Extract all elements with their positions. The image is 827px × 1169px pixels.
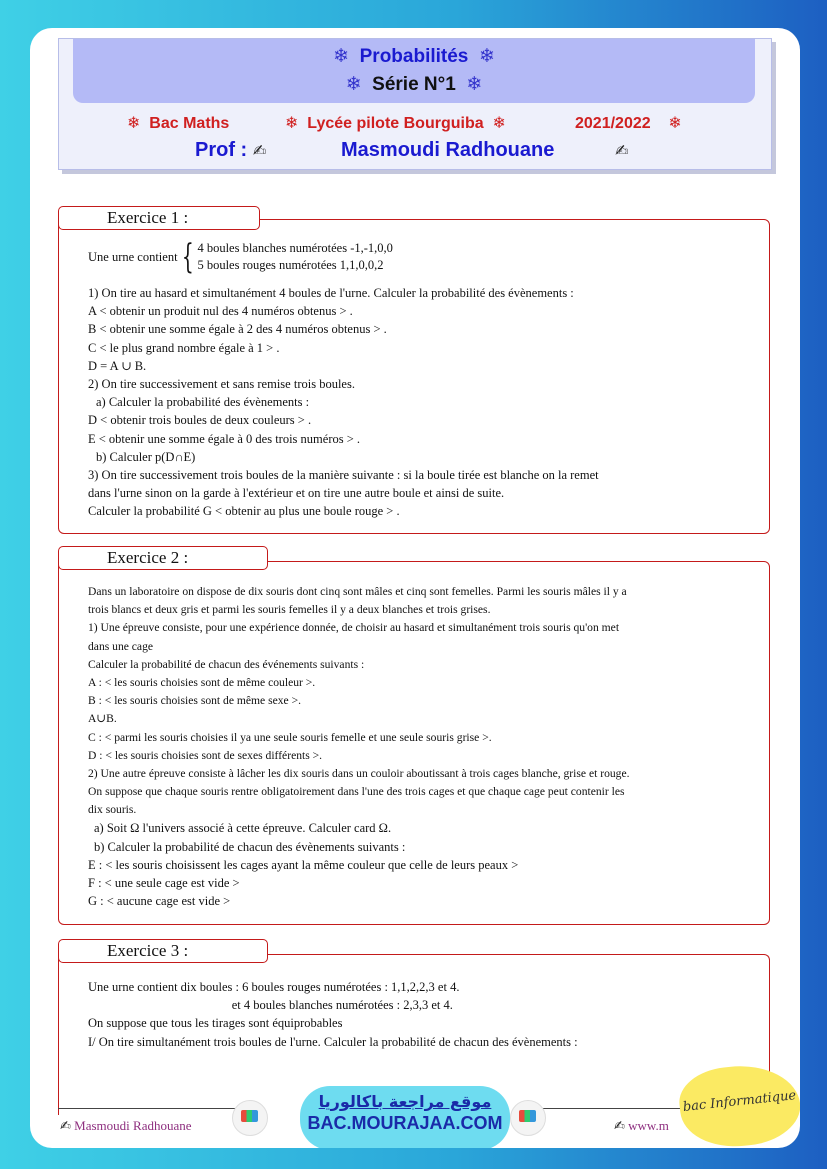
urn-red-balls: 5 boules rouges numérotées 1,1,0,0,2 <box>197 258 384 272</box>
snowflake-icon: ❄ <box>285 113 299 132</box>
ex2-line: 2) Une autre épreuve consiste à lâcher les dix souris dans un couloir aboutissant à trois cages blanche, grise et rouge. <box>88 766 630 780</box>
prof-pen-row <box>615 139 628 162</box>
ex3-line: et 4 boules blanches numérotées : 2,3,3 et 4. <box>88 998 453 1013</box>
ex2-line: A∪B. <box>88 712 117 726</box>
book-logo-icon <box>510 1100 546 1136</box>
ex2-line: B : < les souris choisies sont de même sexe >. <box>88 694 302 708</box>
bac-informatique-label: bac Informatique <box>682 1088 797 1115</box>
prof-name: Masmoudi Radhouane <box>341 139 555 161</box>
ex1-line: C < le plus grand nombre égale à 1 > . <box>88 340 280 355</box>
urn-lines <box>197 240 392 274</box>
ex2-line: F : < une seule cage est vide > <box>88 876 240 890</box>
year-info <box>575 113 682 133</box>
ex2-line: G : < aucune cage est vide > <box>88 894 231 909</box>
header-title-band <box>73 39 755 103</box>
header-title-row <box>73 45 755 68</box>
exercise-2-text <box>88 583 630 910</box>
footer-site <box>614 1118 669 1134</box>
exercise-1-text <box>88 284 599 520</box>
pen-icon: ✍ <box>60 1119 71 1134</box>
snowflake-icon: ❄ <box>492 113 506 132</box>
ex1-line: dans l'urne sinon on la garde à l'extérieur et on tire une autre boule et ainsi de suite. <box>88 486 505 501</box>
snowflake-icon: ❄ <box>466 73 483 95</box>
snowflake-icon: ❄ <box>345 73 362 95</box>
ex2-line: dix souris. <box>88 803 137 817</box>
ex1-line: Calculer la probabilité G < obtenir au plus une boule rouge > . <box>88 504 400 519</box>
ex2-line: b) Calculer la probabilité de chacun des évènements suivants : <box>94 839 406 854</box>
snowflake-icon: ❄ <box>478 45 495 67</box>
prof-label-row <box>195 139 266 162</box>
site-badge-url[interactable]: BAC.MOURAJAA.COM <box>307 1113 503 1133</box>
footer-site-url: www.m <box>628 1118 669 1133</box>
ex2-line: a) Soit Ω l'univers associé à cette épreuve. Calculer card Ω. <box>94 821 392 836</box>
urn-composition <box>88 237 393 277</box>
ex1-line: D = A ∪ B. <box>88 358 147 373</box>
level-info <box>127 113 229 133</box>
footer-rule-left <box>58 1108 238 1109</box>
ex1-line: 2) On tire successivement et sans remise trois boules. <box>88 376 355 391</box>
ex3-line: Une urne contient dix boules : 6 boules rouges numérotées : 1,1,2,2,3 et 4. <box>88 980 460 994</box>
series-number: Série N°1 <box>372 74 456 95</box>
book-logo-icon <box>232 1100 268 1136</box>
exercise-1-title: Exercice 1 : <box>58 206 260 230</box>
ex2-line: 1) Une épreuve consiste, pour une expérience donnée, de choisir au hasard et simultanément trois souris qu'on met <box>88 621 620 635</box>
ex1-line: D < obtenir trois boules de deux couleurs > . <box>88 413 312 428</box>
ex1-line: 3) On tire successivement trois boules de la manière suivante : si la boule tirée est blanche on la remet <box>88 467 599 482</box>
school-label: Lycée pilote Bourguiba <box>307 115 484 132</box>
ex2-line: On suppose que chaque souris rentre obligatoirement dans l'une des trois cages et que chaque cage peut contenir les <box>88 785 625 799</box>
footer-author-name: Masmoudi Radhouane <box>74 1118 192 1133</box>
exercise-2-title: Exercice 2 : <box>58 546 268 570</box>
ex1-line: 1) On tire au hasard et simultanément 4 boules de l'urne. Calculer la probabilité des évènements : <box>88 286 574 300</box>
site-badge-arabic: موقع مراجعة باكالوريا <box>318 1092 492 1111</box>
ex2-line: Dans un laboratoire on dispose de dix souris dont cinq sont mâles et cinq sont femelles. Parmi les souris mâles il y a <box>88 585 627 598</box>
snowflake-icon: ❄ <box>127 113 141 132</box>
urn-white-balls: 4 boules blanches numérotées -1,-1,0,0 <box>197 241 393 255</box>
exercise-3-text <box>88 978 578 1051</box>
ex2-line: dans une cage <box>88 639 154 653</box>
exercise-3-title: Exercice 3 : <box>58 939 268 963</box>
school-info <box>285 113 506 133</box>
snowflake-icon: ❄ <box>333 45 350 67</box>
document-page <box>30 28 800 1148</box>
ex2-line: trois blancs et deux gris et parmi les souris femelles il y a deux blanches et trois grises. <box>88 603 491 617</box>
pen-icon: ✍ <box>614 1119 625 1134</box>
brace-icon: { <box>181 237 194 277</box>
ex2-line: Calculer la probabilité de chacun des événements suivants : <box>88 657 365 671</box>
header-series-row <box>73 73 755 96</box>
ex1-line: B < obtenir une somme égale à 2 des 4 numéros obtenus > . <box>88 322 387 337</box>
ex2-line: A : < les souris choisies sont de même couleur >. <box>88 675 316 689</box>
ex2-line: E : < les souris choisissent les cages ayant la même couleur que celle de leurs peaux > <box>88 857 519 872</box>
urn-intro: Une urne contient <box>88 249 178 264</box>
ex2-line: C : < parmi les souris choisies il ya une seule souris femelle et une seule souris grise >. <box>88 730 492 744</box>
ex2-line: D : < les souris choisies sont de sexes différents >. <box>88 748 323 762</box>
footer-author <box>60 1118 192 1134</box>
snowflake-icon: ❄ <box>668 113 682 132</box>
ex3-line: I/ On tire simultanément trois boules de l'urne. Calculer la probabilité de chacun des évènements : <box>88 1034 578 1049</box>
site-badge[interactable] <box>300 1086 510 1148</box>
ex1-line: b) Calculer p(D∩E) <box>96 449 196 464</box>
level-label: Bac Maths <box>149 115 230 132</box>
series-header <box>58 38 772 170</box>
pen-icon: ✍ <box>615 141 629 160</box>
pen-icon: ✍ <box>252 141 267 160</box>
ex3-line: On suppose que tous les tirages sont équiprobables <box>88 1016 343 1031</box>
page-title: Probabilités <box>359 46 469 67</box>
year-label: 2021/2022 <box>575 115 651 132</box>
ex1-line: E < obtenir une somme égale à 0 des trois numéros > . <box>88 431 361 446</box>
ex1-line: A < obtenir un produit nul des 4 numéros obtenus > . <box>88 304 353 319</box>
ex1-line: a) Calculer la probabilité des évènements : <box>96 395 310 410</box>
prof-label: Prof : <box>195 139 248 161</box>
